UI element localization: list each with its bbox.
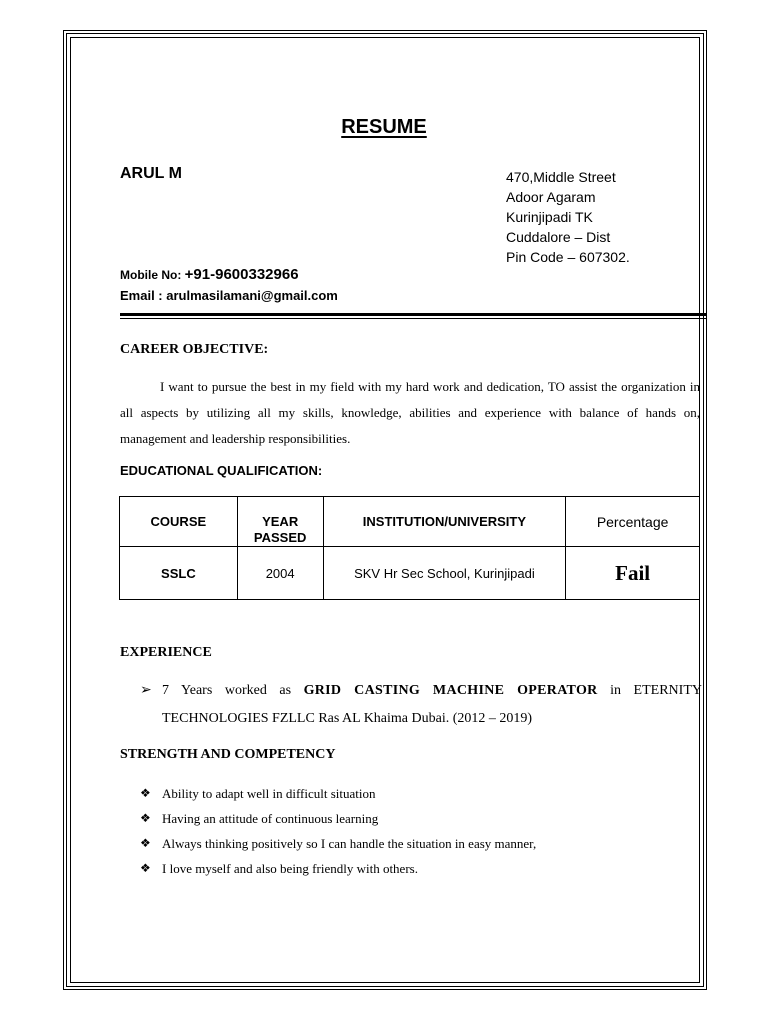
strength-list — [140, 781, 536, 881]
strength-text: Ability to adapt well in difficult situation — [162, 786, 376, 801]
address-line: 470,Middle Street — [506, 169, 616, 185]
experience-text — [162, 677, 702, 733]
course-cell: SSLC — [120, 547, 238, 600]
header-divider-thick — [120, 313, 706, 316]
strength-heading: STRENGTH AND COMPETENCY — [120, 747, 336, 762]
diamond-bullet-icon: ❖ — [140, 836, 151, 850]
diamond-bullet-icon: ❖ — [140, 786, 151, 800]
candidate-name: ARUL M — [120, 165, 182, 182]
header-divider-thin — [120, 318, 706, 319]
year-header-line1: YEAR — [262, 514, 299, 529]
education-table-header-row — [120, 497, 700, 547]
strength-text: Always thinking positively so I can handle the situation in easy manner, — [162, 836, 537, 851]
mobile-value: +91-9600332966 — [184, 266, 299, 283]
strength-text: I love myself and also being friendly with others. — [162, 861, 418, 876]
course-header: COURSE — [120, 497, 238, 547]
percentage-cell: Fail — [566, 547, 700, 600]
career-objective-heading: CAREER OBJECTIVE: — [120, 342, 269, 357]
list-item — [140, 831, 536, 856]
experience-prefix: 7 Years worked as — [162, 683, 304, 698]
table-row — [120, 547, 700, 600]
education-heading: EDUCATIONAL QUALIFICATION: — [120, 463, 323, 478]
experience-suffix: in ETERNITY TECHNOLOGIES FZLLC Ras AL Khaima Dubai. (2012 – 2019) — [162, 683, 702, 726]
institution-cell: SKV Hr Sec School, Kurinjipadi — [323, 547, 566, 600]
experience-role: GRID CASTING MACHINE OPERATOR — [303, 683, 598, 698]
mobile-number — [120, 266, 299, 283]
experience-heading: EXPERIENCE — [120, 645, 212, 660]
list-item — [140, 806, 536, 831]
address-line: Pin Code – 607302. — [506, 249, 630, 265]
list-item — [140, 781, 536, 806]
education-table — [119, 496, 700, 600]
resume-title: RESUME — [341, 116, 427, 138]
mobile-label: Mobile No: — [120, 268, 185, 282]
year-header — [237, 497, 323, 547]
address-block — [506, 167, 630, 267]
year-header-line2: PASSED — [253, 530, 307, 545]
percentage-header: Percentage — [566, 497, 700, 547]
institution-header: INSTITUTION/UNIVERSITY — [323, 497, 566, 547]
career-objective-text: I want to pursue the best in my field with my hard work and dedication, TO assist the organization in all aspects by utilizing all my skills, knowledge, abilities and experience with balance of hands on, management and leadership responsibilities. — [120, 379, 700, 446]
arrow-bullet-icon: ➢ — [140, 683, 152, 698]
diamond-bullet-icon: ❖ — [140, 861, 151, 875]
address-line: Cuddalore – Dist — [506, 229, 611, 245]
list-item — [140, 856, 536, 881]
experience-item — [140, 677, 702, 733]
address-line: Adoor Agaram — [506, 189, 596, 205]
address-line: Kurinjipadi TK — [506, 209, 593, 225]
year-cell: 2004 — [237, 547, 323, 600]
strength-text: Having an attitude of continuous learning — [162, 811, 379, 826]
diamond-bullet-icon: ❖ — [140, 811, 151, 825]
email-address: Email : arulmasilamani@gmail.com — [120, 288, 338, 303]
